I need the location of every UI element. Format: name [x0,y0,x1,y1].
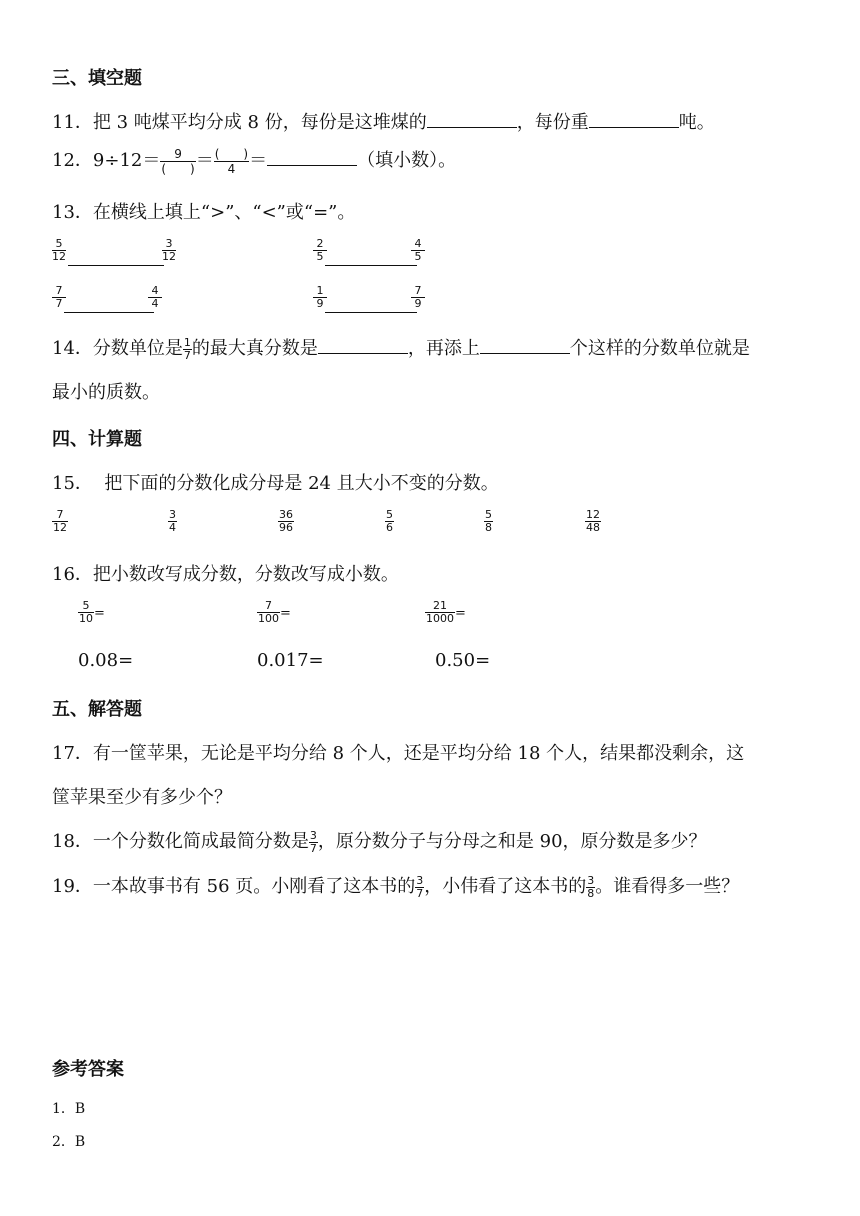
fraction: $\frac{5}{10}$ [79,599,93,625]
fraction: $\frac{7}{100}$ [258,599,279,625]
question-19: 19．一本故事书有 56 页。小刚看了这本书的 $\frac{3}{7}$ ，小伟看了这本书的 $\frac{3}{8}$ 。谁看得多一些？ [52,873,740,900]
question-17: 17．有一筐苹果，无论是平均分给 8 个人，还是平均分给 18 个人，结果都没剩余，这 [52,743,745,764]
question-number: 11． [52,112,93,133]
fraction: $\frac{( )}{4}$ [214,146,249,176]
question-number: 17． [52,743,93,764]
compare-item: 7 7 4 4 [52,285,182,315]
question-18: 18．一个分数化简成最简分数是 $\frac{3}{7}$ ，原分数分子与分母之和是 90，原分数是多少？ [52,828,707,855]
section-heading-calc: 四、计算题 [52,429,142,450]
fraction: $\frac{12}{48}$ [586,508,600,534]
question-number: 13． [52,202,93,223]
question-14: 14．分数单位是 $\frac{1}{7}$ 的最大真分数是 ，再添上 个这样的分数单位就是 [52,335,750,362]
decimal-to-fraction: 0.50= [435,650,491,671]
section-heading-solve: 五、解答题 [52,699,142,720]
fraction: $\frac{21}{1000}$ [426,599,454,625]
answer-line[interactable] [64,312,154,313]
fraction: $\frac{1}{7}$ [183,335,191,362]
fraction: $\frac{3}{7}$ [416,873,424,900]
question-14-line2: 最小的质数。 [52,382,160,403]
question-16: 16．把小数改写成分数，分数改写成小数。 [52,564,399,585]
question-number: 18． [52,831,93,852]
fraction: $\frac{9}{( )}$ [161,146,195,176]
compare-item: 1 9 7 9 [313,285,443,315]
decimal-to-fraction: 0.017= [257,650,324,671]
answer-line[interactable] [325,312,417,313]
answer-item: 1．B [52,1101,86,1117]
question-12: 12．9÷12＝ $\frac{9}{( )}$ ＝ $\frac{( )}{4}$ ＝ （填小数）。 [52,146,457,176]
question-number: 16． [52,564,93,585]
fraction: $\frac{7}{12}$ [53,508,67,534]
fraction: $\frac{36}{96}$ [279,508,293,534]
fraction: $\frac{5}{8}$ [485,508,492,534]
answers-heading: 参考答案 [52,1059,124,1080]
answer-blank[interactable] [267,147,357,166]
answer-blank[interactable] [427,109,517,128]
compare-item: 5 12 3 12 [52,238,182,268]
answer-blank[interactable] [318,335,408,354]
question-number: 19． [52,876,93,897]
section-heading-fill: 三、填空题 [52,68,142,89]
fraction-to-decimal: $\frac{5}{10}$ = [79,599,105,625]
question-number: 12． [52,150,93,171]
question-13: 13．在横线上填上“>”、“<”或“=”。 [52,202,356,223]
question-15: 15． 把下面的分数化成分母是 24 且大小不变的分数。 [52,473,499,494]
question-11: 11．把 3 吨煤平均分成 8 份，每份是这堆煤的 ，每份重 吨。 [52,108,715,134]
fraction: $\frac{3}{4}$ [169,508,176,534]
fraction: $\frac{5}{6}$ [386,508,393,534]
answer-line[interactable] [325,265,417,266]
answer-item: 2．B [52,1134,86,1150]
answer-line[interactable] [68,265,164,266]
compare-item: 2 5 4 5 [313,238,443,268]
question-number: 14． [52,338,93,359]
fraction: $\frac{3}{8}$ [587,873,595,900]
question-17-line2: 筐苹果至少有多少个？ [52,787,232,808]
question-number: 15． [52,473,93,494]
fraction-to-decimal: $\frac{21}{1000}$ = [426,599,466,625]
answer-blank[interactable] [589,109,679,128]
decimal-to-fraction: 0.08= [78,650,134,671]
fraction: $\frac{3}{7}$ [309,828,317,855]
fraction-to-decimal: $\frac{7}{100}$ = [258,599,291,625]
answer-blank[interactable] [480,335,570,354]
